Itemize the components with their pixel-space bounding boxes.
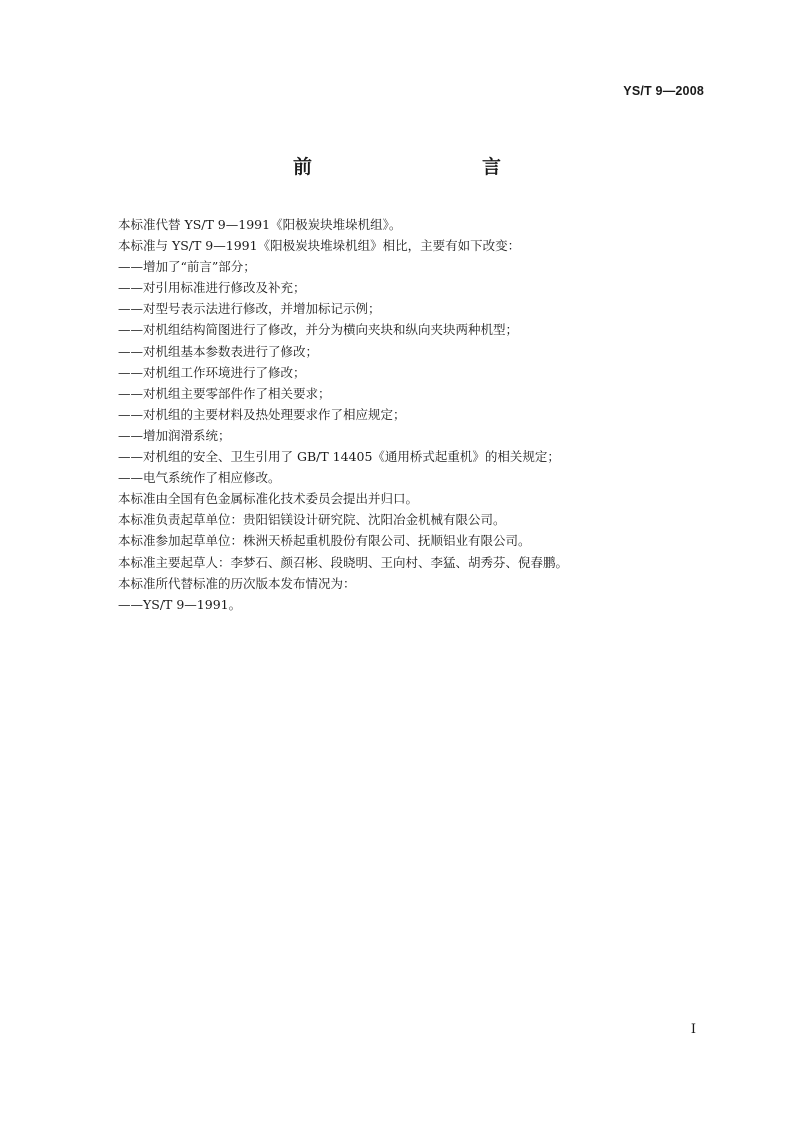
paragraph-line: 本标准所代替标准的历次版本发布情况为： (118, 575, 356, 591)
page-title: 前 言 (292, 156, 545, 178)
paragraph-line: 本标准主要起草人：李梦石、颜召彬、段晓明、王向村、李猛、胡秀芬、倪春鹏。 (118, 554, 569, 570)
page-number: I (690, 1022, 696, 1037)
paragraph-line: 本标准与 YS/T 9—1991《阳极炭块堆垛机组》相比，主要有如下改变： (118, 238, 521, 254)
foreword-body (118, 214, 718, 615)
change-item: ——对型号表示法进行修改，并增加标记示例； (118, 301, 381, 317)
change-item: ——对机组的主要材料及热处理要求作了相应规定； (118, 406, 406, 422)
change-item: ——YS/T 9—1991。 (118, 596, 242, 612)
paragraph-line: 本标准代替 YS/T 9—1991《阳极炭块堆垛机组》。 (118, 217, 402, 232)
change-item: ——对机组的安全、卫生引用了 GB/T 14405《通用桥式起重机》的相关规定； (118, 449, 560, 465)
change-item: ——对引用标准进行修改及补充； (118, 280, 306, 296)
change-item: ——对机组结构简图进行了修改，并分为横向夹块和纵向夹块两种机型； (118, 322, 519, 338)
change-item: ——对机组基本参数表进行了修改； (118, 343, 319, 359)
change-item: ——增加润滑系统； (118, 427, 231, 443)
change-item: ——对机组主要零部件作了相关要求； (118, 385, 331, 401)
paragraph-line: 本标准参加起草单位：株洲天桥起重机股份有限公司、抚顺铝业有限公司。 (118, 533, 531, 549)
change-item: ——对机组工作环境进行了修改； (118, 364, 306, 380)
paragraph-line: 本标准由全国有色金属标准化技术委员会提出并归口。 (118, 491, 419, 507)
change-item: ——电气系统作了相应修改。 (118, 470, 281, 486)
change-item: ——增加了“前言”部分； (118, 259, 256, 275)
standard-code: YS/T 9—2008 (623, 84, 704, 98)
paragraph-line: 本标准负责起草单位：贵阳铝镁设计研究院、沈阳冶金机械有限公司。 (118, 512, 506, 528)
